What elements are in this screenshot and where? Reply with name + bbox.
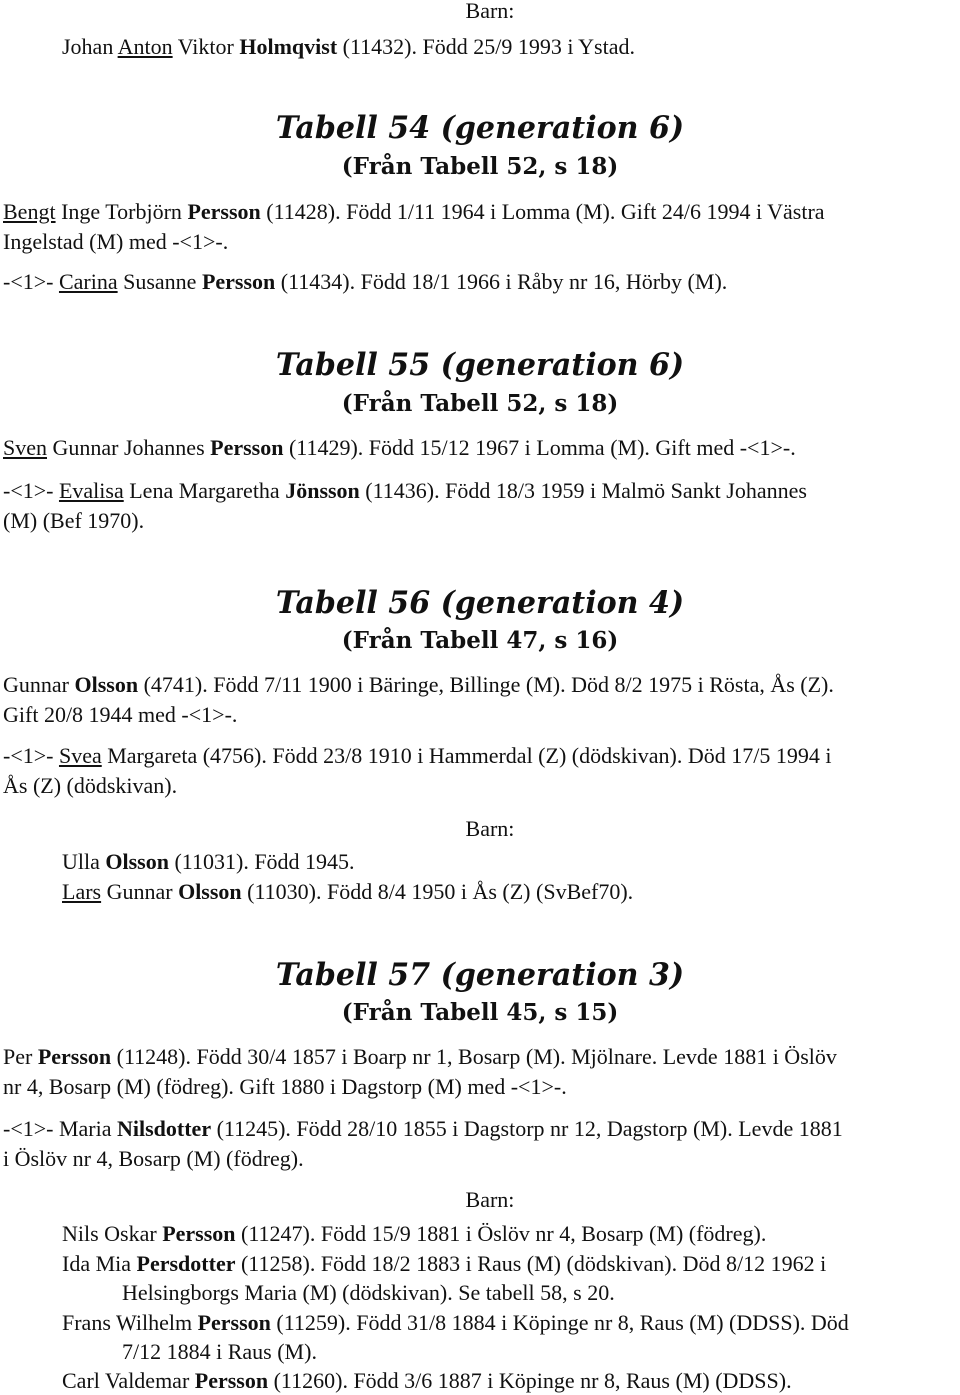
barn-label: Barn: (465, 816, 515, 841)
table-source: (Från Tabell 52, s 18) (341, 390, 619, 417)
table-heading: Tabell 56 (generation 4) (275, 585, 685, 621)
barn-label: Barn: (465, 1187, 515, 1212)
spouse-entry: -<1>- Evalisa Lena Margaretha Jönsson (11436). Född 18/3 1959 i Malmö Sankt Johannes (3, 478, 807, 503)
spouse-entry-cont: i Öslöv nr 4, Bosarp (M) (födreg). (3, 1146, 304, 1171)
spouse-entry: -<1>- Carina Susanne Persson (11434). Född 18/1 1966 i Råby nr 16, Hörby (M). (3, 269, 728, 294)
person-entry: Sven Gunnar Johannes Persson (11429). Född 15/12 1967 i Lomma (M). Gift med -<1>-. (3, 435, 796, 460)
child-entry: Ulla Olsson (11031). Född 1945. (62, 849, 355, 874)
person-entry: Bengt Inge Torbjörn Persson (11428). Född 1/11 1964 i Lomma (M). Gift 24/6 1994 i Västra (3, 199, 825, 224)
child-entry-cont: 7/12 1884 i Raus (M). (122, 1339, 317, 1364)
table-source: (Från Tabell 45, s 15) (341, 999, 619, 1026)
child-entry: Lars Gunnar Olsson (11030). Född 8/4 1950 i Ås (Z) (SvBef70). (62, 879, 634, 904)
spouse-entry: -<1>- Maria Nilsdotter (11245). Född 28/10 1855 i Dagstorp nr 12, Dagstorp (M). Levde 1881 (3, 1116, 843, 1141)
barn-label: Barn: (465, 0, 515, 23)
child-entry: Johan Anton Viktor Holmqvist (11432). Född 25/9 1993 i Ystad. (62, 34, 635, 59)
person-entry-cont: nr 4, Bosarp (M) (födreg). Gift 1880 i Dagstorp (M) med -<1>-. (3, 1074, 567, 1099)
child-entry: Carl Valdemar Persson (11260). Född 3/6 1887 i Köpinge nr 8, Raus (M) (DDSS). (62, 1368, 792, 1393)
table-source: (Från Tabell 52, s 18) (341, 153, 619, 180)
table-heading: Tabell 54 (generation 6) (275, 110, 685, 146)
child-entry: Nils Oskar Persson (11247). Född 15/9 1881 i Öslöv nr 4, Bosarp (M) (födreg). (62, 1221, 767, 1246)
person-entry: Gunnar Olsson (4741). Född 7/11 1900 i Bäringe, Billinge (M). Död 8/2 1975 i Rösta, Ås (Z). (3, 672, 834, 697)
child-entry: Ida Mia Persdotter (11258). Född 18/2 1883 i Raus (M) (dödskivan). Död 8/12 1962 i (62, 1251, 827, 1276)
person-entry-cont: Gift 20/8 1944 med -<1>-. (3, 702, 238, 727)
child-entry-cont: Helsingborgs Maria (M) (dödskivan). Se tabell 58, s 20. (122, 1280, 615, 1305)
spouse-entry-cont: (M) (Bef 1970). (3, 508, 145, 533)
spouse-entry: -<1>- Svea Margareta (4756). Född 23/8 1910 i Hammerdal (Z) (dödskivan). Död 17/5 1994 i (3, 743, 832, 768)
table-heading: Tabell 57 (generation 3) (275, 957, 685, 993)
spouse-entry-cont: Ås (Z) (dödskivan). (3, 773, 178, 798)
person-entry: Per Persson (11248). Född 30/4 1857 i Boarp nr 1, Bosarp (M). Mjölnare. Levde 1881 i Öslöv (3, 1044, 837, 1069)
person-entry-cont: Ingelstad (M) med -<1>-. (3, 229, 229, 254)
table-heading: Tabell 55 (generation 6) (275, 347, 685, 383)
table-source: (Från Tabell 47, s 16) (341, 627, 619, 654)
child-entry: Frans Wilhelm Persson (11259). Född 31/8 1884 i Köpinge nr 8, Raus (M) (DDSS). Död (62, 1310, 849, 1335)
